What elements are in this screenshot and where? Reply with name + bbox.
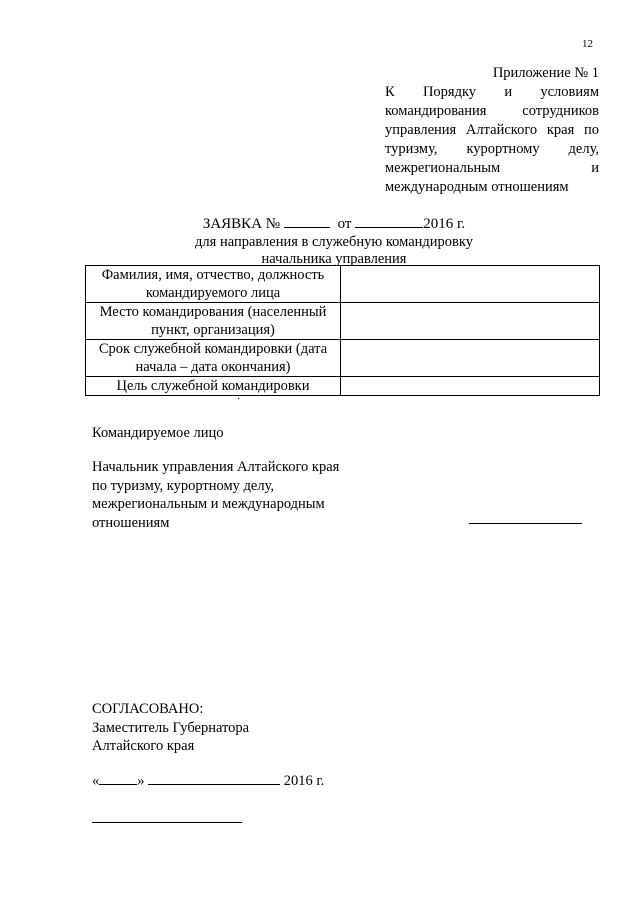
title-prefix: ЗАЯВКА № (202, 216, 281, 232)
close-quote: » (137, 773, 145, 789)
table-row (86, 266, 600, 303)
chief-label: Начальник управления Алтайского края по туризму, курортному делу, межрегиональным и международным отношениям (92, 459, 340, 531)
open-quote: « (92, 773, 100, 789)
title-from: от (337, 216, 352, 232)
agreed-position-1: Заместитель Губернатора (92, 719, 250, 736)
table-row-label: Место командирования (населенный пункт, организация) (86, 303, 341, 340)
stray-dot: · (237, 394, 241, 405)
title-line-3: начальника управления (261, 251, 407, 267)
table-row-value (341, 266, 600, 303)
page-number: 12 (582, 38, 593, 50)
number-blank (284, 214, 330, 228)
date-blank (355, 214, 423, 228)
appendix-block (385, 64, 599, 197)
table-row (86, 377, 600, 396)
agreed-signature-line (92, 822, 242, 823)
appendix-body: К Порядку и условиям командирования сотрудников управления Алтайского края по туризму, курортному делу, межрегиональным и международным отношениям (385, 84, 599, 195)
document-title (68, 214, 600, 268)
title-line-2: для направления в служебную командировку (195, 234, 473, 250)
agreed-position-2: Алтайского края (92, 738, 195, 754)
month-blank (148, 770, 280, 785)
title-year: 2016 г. (423, 216, 466, 232)
table-row-label: Цель служебной командировки (86, 377, 341, 396)
day-blank (99, 770, 137, 785)
table-row-value (341, 340, 600, 377)
table-row (86, 340, 600, 377)
request-table (85, 265, 600, 396)
table-row-value (341, 303, 600, 340)
table-row-label: Фамилия, имя, отчество, должность командируемого лица (86, 266, 341, 303)
table-row-value (341, 377, 600, 396)
agreed-block (92, 700, 249, 756)
agreed-title: СОГЛАСОВАНО: (92, 701, 204, 717)
title-line-1 (68, 214, 600, 234)
seconded-person-label: Командируемое лицо (92, 425, 224, 441)
table-row-label: Срок служебной командировки (дата начала – дата окончания) (86, 340, 341, 377)
date-year: 2016 г. (283, 773, 325, 789)
chief-signature-line (469, 523, 582, 524)
appendix-heading: Приложение № 1 (492, 65, 599, 81)
agreed-date-line (92, 770, 324, 791)
table-row (86, 303, 600, 340)
